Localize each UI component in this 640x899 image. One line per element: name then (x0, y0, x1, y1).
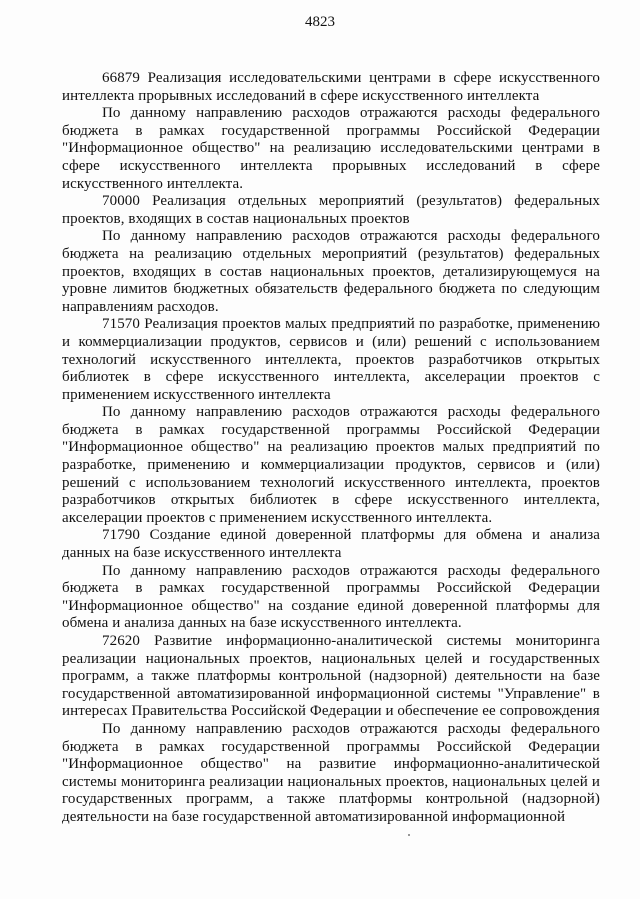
paragraph-71570-heading: 71570 Реализация проектов малых предприятий по разработке, применению и коммерциализации продуктов, сервисов и (или) решений с использованием технологий искусственного интеллекта, проектов разработчиков открытых библиотек в сфере искусственного интеллекта, акселерации проектов с применением искусственного интеллекта (62, 316, 600, 403)
page-number: 4823 (305, 14, 335, 30)
paragraph-72620-description: По данному направлению расходов отражаются расходы федерального бюджета в рамках государственной программы Российской Федерации "Информационное общество" на развитие информационно-аналитической системы мониторинга реализации национальных проектов, национальных целей и государственных программ, а также платформы контрольной (надзорной) деятельности на базе государственной автоматизированной информационной (62, 720, 600, 825)
paragraph-71790-heading: 71790 Создание единой доверенной платформы для обмена и анализа данных на базе искусственного интеллекта (62, 527, 600, 562)
paragraph-70000-description: По данному направлению расходов отражаются расходы федерального бюджета на реализацию отдельных мероприятий (результатов) федеральных проектов, входящих в состав национальных проектов, детализирующемуся на уровне лимитов бюджетных обязательств федерального бюджета по следующим направлениям расходов. (62, 228, 600, 315)
paragraph-72620-heading: 72620 Развитие информационно-аналитической системы мониторинга реализации национальных проектов, национальных целей и государственных программ, а также платформы контрольной (надзорной) деятельности на базе государственной автоматизированной информационной системы "Управление" в интересах Правительства Российской Федерации и обеспечение ее сопровождения (62, 633, 600, 720)
scan-speck (408, 834, 410, 836)
document-body (62, 70, 600, 827)
paragraph-71570-description: По данному направлению расходов отражаются расходы федерального бюджета в рамках государственной программы Российской Федерации "Информационное общество" на реализацию проектов малых предприятий по разработке, применению и коммерциализации продуктов, сервисов и (или) решений с использованием технологий искусственного интеллекта, проектов разработчиков открытых библиотек в сфере искусственного интеллекта, акселерации проектов с применением искусственного интеллекта. (62, 404, 600, 526)
paragraph-71790-description: По данному направлению расходов отражаются расходы федерального бюджета в рамках государственной программы Российской Федерации "Информационное общество" на создание единой доверенной платформы для обмена и анализа данных на базе искусственного интеллекта. (62, 562, 600, 632)
paragraph-66879-heading: 66879 Реализация исследовательскими центрами в сфере искусственного интеллекта прорывных исследований в сфере искусственного интеллекта (62, 70, 600, 104)
paragraph-70000-heading: 70000 Реализация отдельных мероприятий (результатов) федеральных проектов, входящих в состав национальных проектов (62, 193, 600, 227)
paragraph-66879-description: По данному направлению расходов отражаются расходы федерального бюджета в рамках государственной программы Российской Федерации "Информационное общество" на реализацию исследовательскими центрами в сфере искусственного интеллекта прорывных исследований в сфере искусственного интеллекта. (62, 105, 600, 192)
